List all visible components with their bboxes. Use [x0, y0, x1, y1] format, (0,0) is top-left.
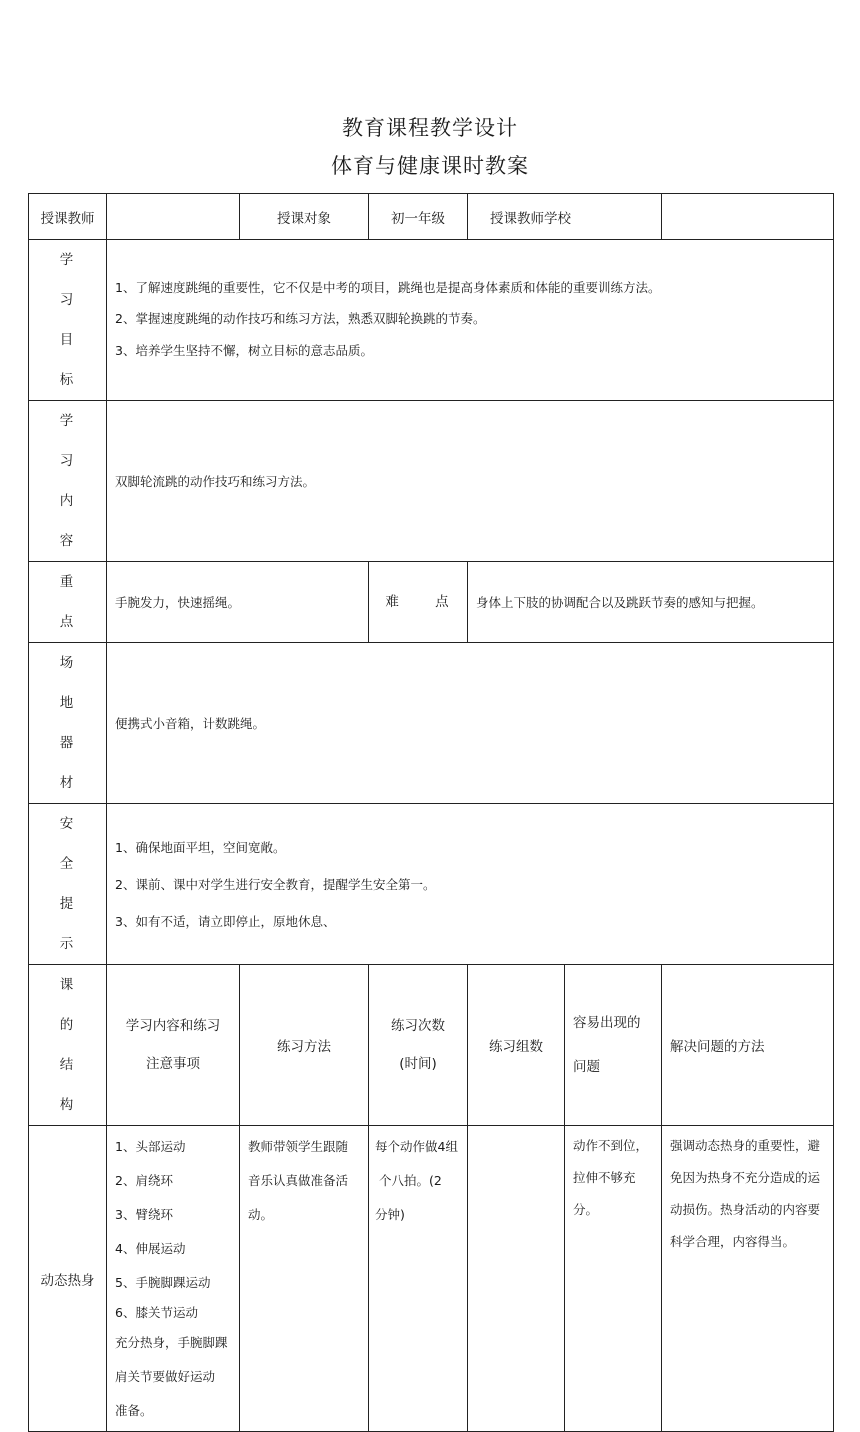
- warmup-problem-line: 分。: [573, 1202, 599, 1217]
- warmup-solution: [662, 1126, 834, 1432]
- warmup-content-item: 充分热身，手腕脚踝: [115, 1335, 228, 1350]
- warmup-count-line: 每个动作做4组: [375, 1139, 458, 1154]
- safety-item: 1、确保地面平坦，空间宽敞。: [115, 839, 286, 855]
- col-count-header: [369, 965, 468, 1126]
- warmup-content-item: 5、手腕脚踝运动: [115, 1275, 211, 1290]
- content-label-line2: 内 容: [59, 493, 90, 549]
- warmup-solution-line: 强调动态热身的重要性，避: [670, 1138, 821, 1153]
- hard-label-text: 难 点: [385, 594, 465, 610]
- goals-text: [107, 240, 834, 401]
- target-label: 授课对象: [240, 194, 369, 240]
- warmup-count-line: 个八拍。(2: [379, 1173, 442, 1188]
- col-content-header: [107, 965, 240, 1126]
- warmup-solution-line: 科学合理，内容得当。: [670, 1234, 796, 1249]
- safety-label-line1: 安 全: [59, 816, 90, 872]
- warmup-content-item: 4、伸展运动: [115, 1241, 186, 1256]
- warmup-method-line: 教师带领学生跟随: [248, 1139, 349, 1154]
- key-label: [29, 562, 107, 643]
- safety-item: 3、如有不适，请立即停止，原地休息、: [115, 913, 336, 929]
- col-content-line2: 注意事项: [146, 1056, 200, 1072]
- key-label-text: 重 点: [59, 574, 90, 630]
- target-value: 初一年级: [369, 194, 468, 240]
- goals-label: [29, 240, 107, 401]
- structure-label-line2: 结 构: [59, 1057, 90, 1113]
- warmup-solution-line: 动损伤。热身活动的内容要: [670, 1202, 821, 1217]
- safety-label-line2: 提 示: [59, 896, 90, 952]
- warmup-content-item: 3、臂绕环: [115, 1207, 173, 1222]
- goals-label-line2: 目 标: [59, 332, 90, 388]
- warmup-content-item: 6、膝关节运动: [115, 1305, 198, 1320]
- warmup-method-line: 音乐认真做准备活: [248, 1173, 349, 1188]
- teacher-label: 授课教师: [29, 194, 107, 240]
- warmup-content-item: 准备。: [115, 1403, 153, 1418]
- venue-label-line2: 器 材: [59, 735, 90, 791]
- safety-label: [29, 804, 107, 965]
- safety-text: [107, 804, 834, 965]
- venue-label: [29, 643, 107, 804]
- hard-text: 身体上下肢的协调配合以及跳跃节奏的感知与把握。: [468, 562, 834, 643]
- venue-label-line1: 场 地: [59, 655, 90, 711]
- key-text: 手腕发力，快速摇绳。: [107, 562, 369, 643]
- venue-text: 便携式小音箱，计数跳绳。: [107, 643, 834, 804]
- warmup-method-line: 动。: [248, 1207, 274, 1222]
- col-count-line1: 练习次数: [391, 1018, 445, 1034]
- warmup-count-line: 分钟): [375, 1207, 405, 1222]
- warmup-problem-line: 动作不到位，: [573, 1138, 649, 1153]
- goal-item: 1、了解速度跳绳的重要性，它不仅是中考的项目，跳绳也是提高身体素质和体能的重要训练方法。: [115, 280, 661, 295]
- goal-item: 2、掌握速度跳绳的动作技巧和练习方法，熟悉双脚轮换跳的节奏。: [115, 311, 486, 326]
- warmup-label: 动态热身: [29, 1126, 107, 1432]
- warmup-content-item: 肩关节要做好运动: [115, 1369, 216, 1384]
- warmup-count: [369, 1126, 468, 1432]
- col-content-line1: 学习内容和练习: [125, 1018, 221, 1034]
- col-count-line2: (时间): [399, 1056, 437, 1072]
- structure-label: [29, 965, 107, 1126]
- warmup-content-item: 2、肩绕环: [115, 1173, 173, 1188]
- warmup-solution-line: 免因为热身不充分造成的运: [670, 1170, 821, 1185]
- content-label: [29, 401, 107, 562]
- hard-label: [369, 562, 468, 643]
- structure-label-line1: 课 的: [59, 977, 90, 1033]
- warmup-groups: [468, 1126, 565, 1432]
- safety-item: 2、课前、课中对学生进行安全教育，提醒学生安全第一。: [115, 876, 436, 892]
- content-label-line1: 学 习: [59, 413, 90, 469]
- goals-label-line1: 学 习: [59, 252, 90, 308]
- warmup-method: [240, 1126, 369, 1432]
- warmup-content-item: 1、头部运动: [115, 1139, 186, 1154]
- document-title: 教育课程教学设计: [342, 116, 518, 140]
- school-label: 授课教师学校: [468, 194, 662, 240]
- col-solution-header: 解决问题的方法: [662, 965, 834, 1126]
- col-method-header: 练习方法: [240, 965, 369, 1126]
- content-text: 双脚轮流跳的动作技巧和练习方法。: [107, 401, 834, 562]
- col-problems-line1: 容易出现的: [573, 1015, 641, 1031]
- document-subtitle: 体育与健康课时教案: [331, 154, 529, 178]
- school-value: [662, 194, 834, 240]
- warmup-problem-line: 拉伸不够充: [573, 1170, 636, 1185]
- warmup-problems: [565, 1126, 662, 1432]
- teacher-value: [107, 194, 240, 240]
- lesson-plan-table: [28, 193, 834, 1432]
- warmup-content: [107, 1126, 240, 1432]
- col-problems-line2: 问题: [573, 1059, 600, 1075]
- col-groups-header: 练习组数: [468, 965, 565, 1126]
- goal-item: 3、培养学生坚持不懈，树立目标的意志品质。: [115, 343, 373, 358]
- col-problems-header: [565, 965, 662, 1126]
